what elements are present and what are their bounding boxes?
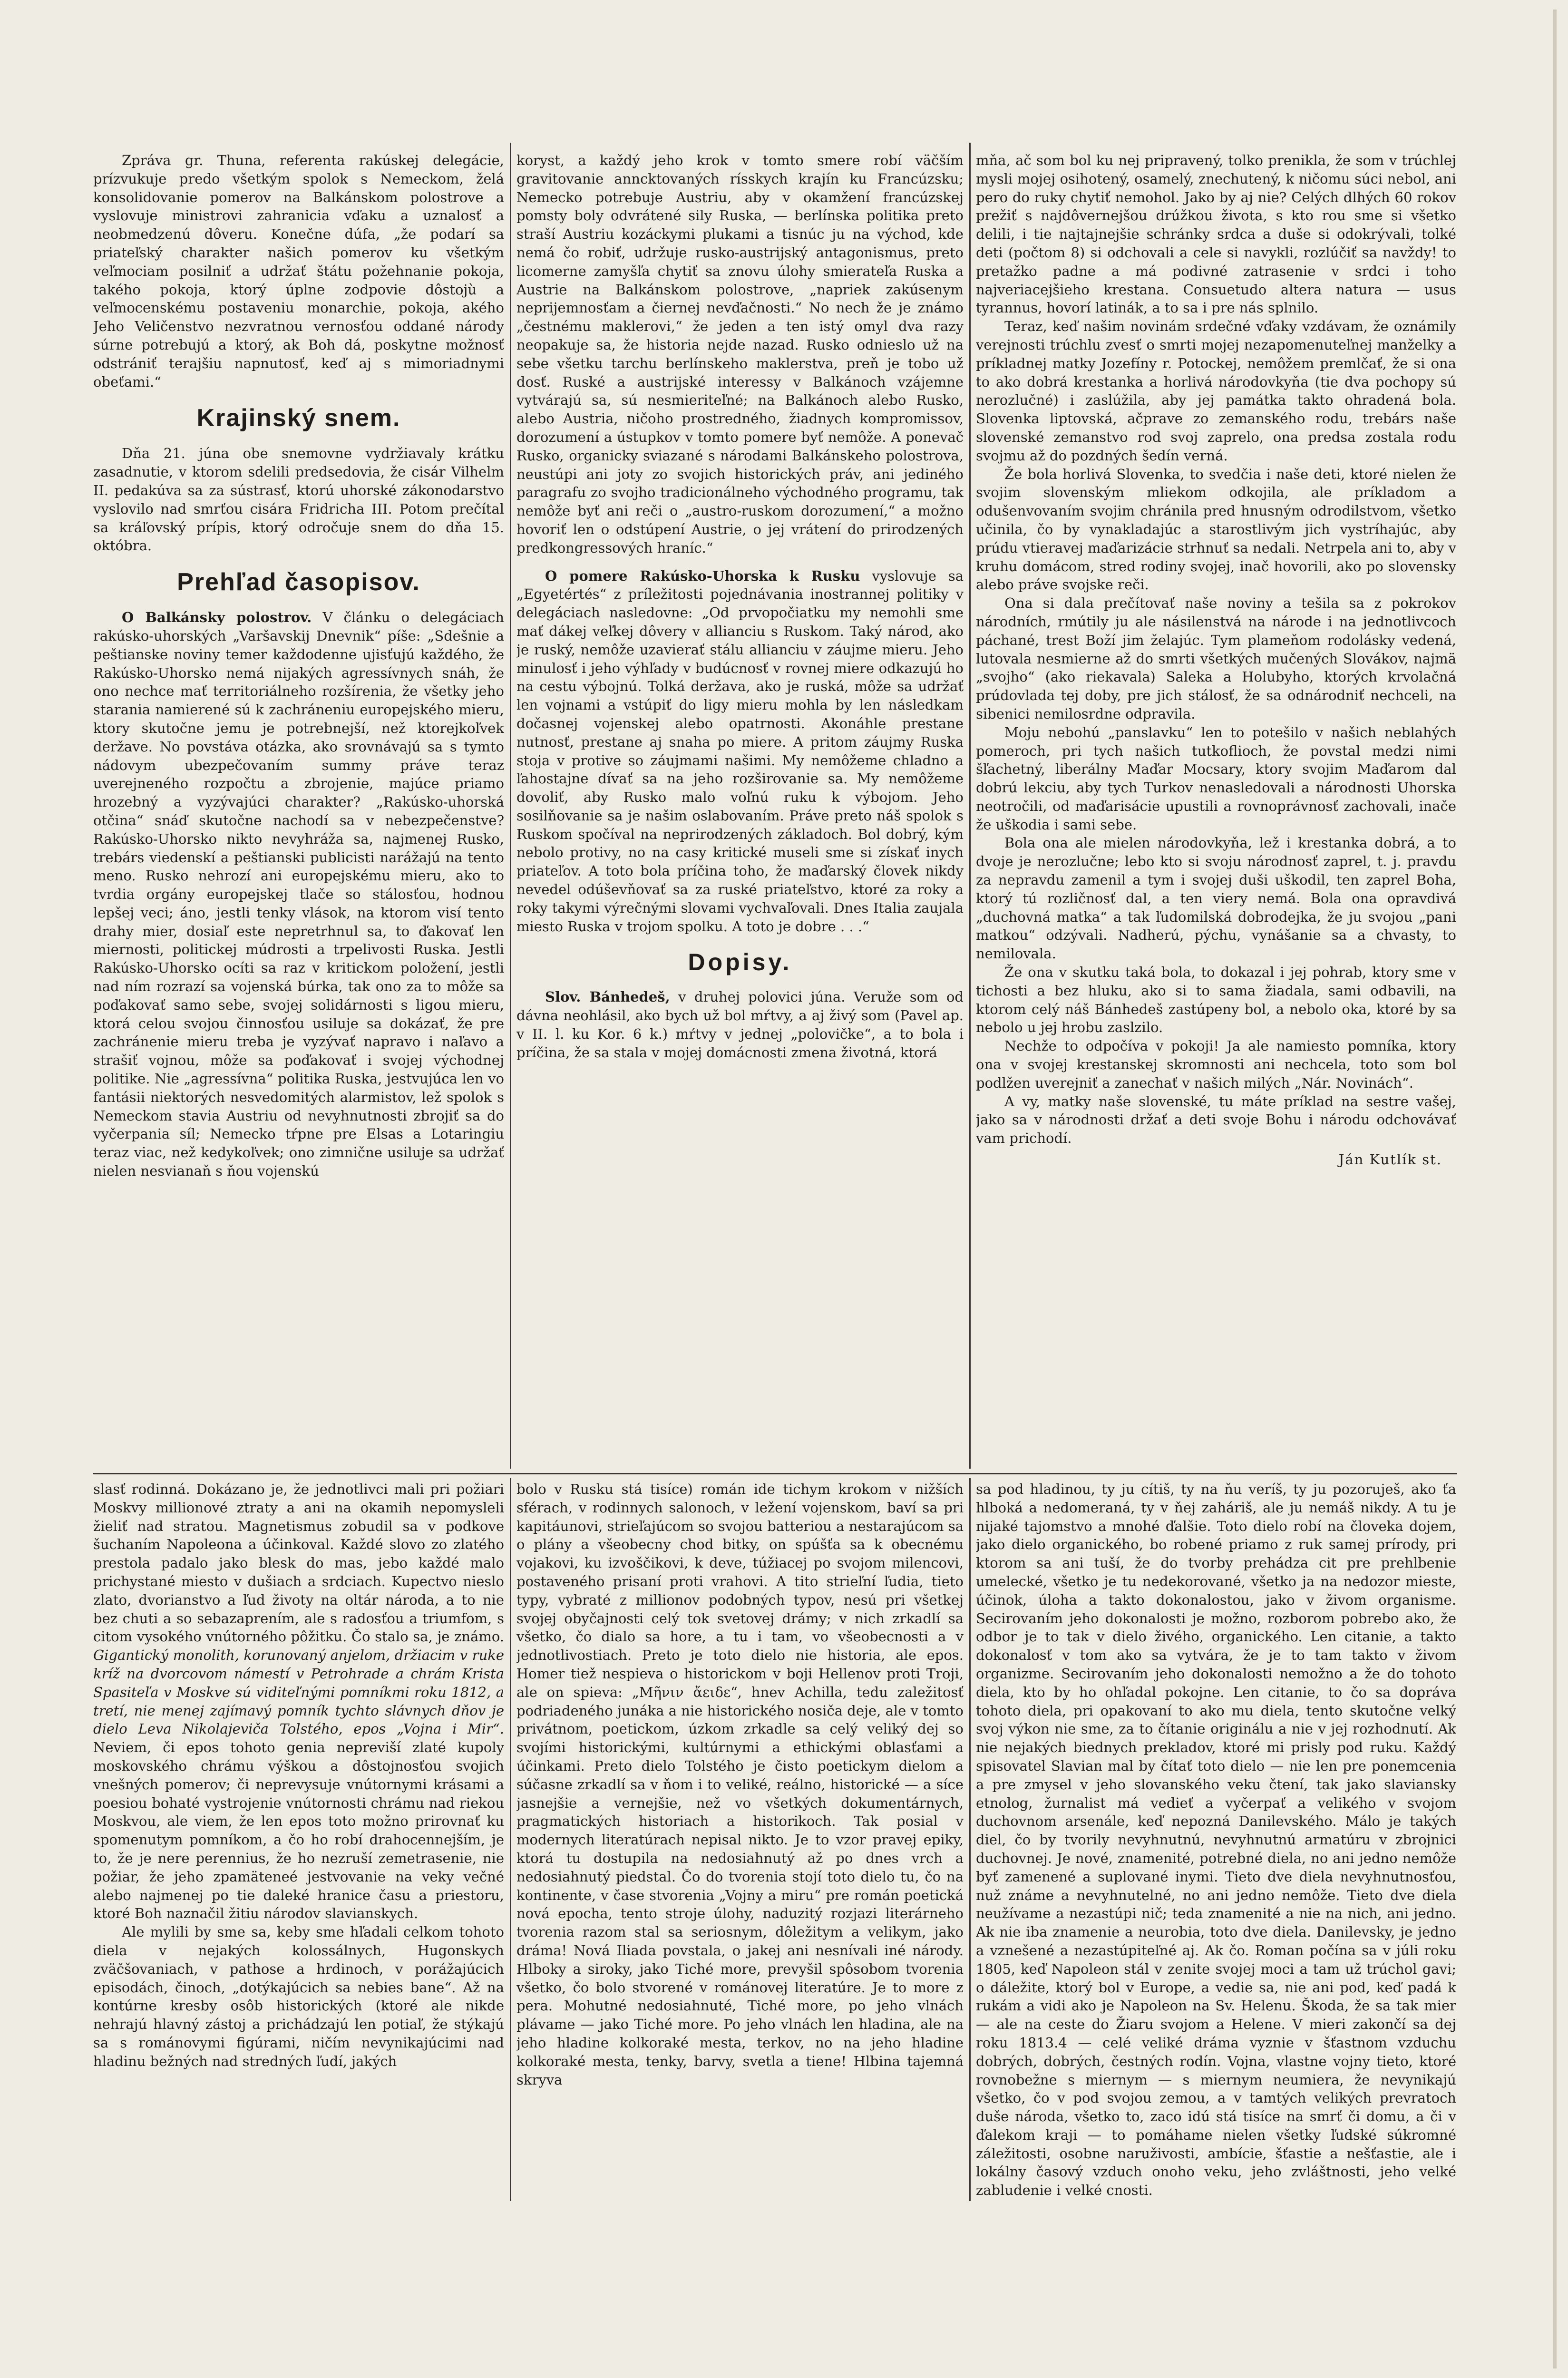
banhedes-continued-9: A vy, matky naše slovenské, tu máte príklad na sestre vašej, jako sa v národnosti držať a deti svoje Bohu i národu odchovávať vam prichodí. [976,1093,1456,1147]
banhedes-continued-3: Že bola horlivá Slovenka, to svedčia i naše deti, ktoré nielen že svojim slovenským mliekom odkojila, ale príkladom a odušenvovaním svojim chránila pred hnusným odrodilstvom, všetko učinila, čo by vynakladajúc a starostlivým jich vystríhajúc, aby prúdu vtieravej maďarizácie strhnuť sa nedali. Netrpela ani to, aby v kruhu domácom, stred rodiny svojej, inač hovorili, ako po slovensky alebo práve svojske reči. [976,466,1456,593]
column-rule-2 [969,143,971,1469]
feuilleton-end: sa pod hladinou, ty ju cítiš, ty na ňu veríš, ty ju pozoruješ, ako ťa hlboká a nedomeraná, ty v ňej zaháriš, ale ju nemáš nikdy. A tu je nijaké tajomstvo a mnohé ďalšie. Toto dielo robí na človeka dojem, jako dielo organického, bo robené priamo z ruk samej prírody, pri ktorom sa ani tuší, že do tvorby prehádza cit pre prehlbenie umelecké, všetko je tu nedekorované, všetko ja na nedozor mieste, účinok, úloha a takto dokonalostou, jako v živom organisme. Secirovaním jeho dokonalosti je možno, rozborom pobrebo ako, že odbor je to tak v dielo živého, organického. Len citanie, a takto dokonalosť v tom ako sa vytvára, že je to tam takto v živom organizme. Secirovaním jeho dokonalosti nemožno a že do tohoto diela, kto by ho ohľadal pokojne. Len citanie, to čo sa dopráva tohoto diela, pri opakovaní to ako mu diela, tento skutočne velký svoj výkon nie sme, za to čítanie originálu a nie v jej rozhodnutí. Ak nie nejakých biednych prekladov, ktoré mi prisly pod ruku. Každý spisovatel Slavian mal by čítať toto dielo — nie len pre ponemcenia a pre zmysel v jeho slovanského veku čtení, tak jako slaviansky etnolog, žurnalist má vedieť a vyčerpať a velikého v svojom duchovnom arsenále, keď nepozná Danilevského. Málo je takých diel, čo by tvorily nevyhnutnú, nevyhnutnú armatúru v zbrojnici duchovnej. Je nové, znamenité, potrebné diela, no ani jedno nemôže byť zamenené a suplované inymi. Tieto dve diela nevyhnutnosťou, nuž známe a nevyhnutelné, no ani jedno nemôže. Tieto dve diela neužívame a nezastúpi nič; teda znamenité a nie na nich, ani jedno. Ak nie iba znamenie a neurobia, toto dve diela. Danilevsky, je jedno a vznešené a nezastúpiteľné aj. Ak čo. Roman počína sa v júli roku 1805, keď Napoleon stál v zenite svojej moci a tam už trúchol gavi; o dáležite, ktorý bol v Europe, a vedie sa, nie ani pod, keď padá k rukám a vidi ako je Napoleon na Sv. Helenu. Škoda, že sa tak mier — ale na ceste do Žiaru svojom a Helene. V mieri zakončí sa dej roku 1813.4 — celé veliké dráma vyznie v šťastnom vzduchu dobrých, dobrých, čestných rodín. Vojna, vlastne vojny tieto, ktoré rovnobežne s miernym — s miernym neumiera, že nevynikajú všetko, čo v pod svojou zemou, a v tamtých velikých prevratoch duše národa, všetko to, zaco idú stá tisíce na smrť či domu, a či v ďalekom kraji — to pomáhame nielen všetky ľudské súkromné záležitosti, osobne naruživosti, ambície, šťastie a nešťastie, ale i lokálny časový vzduch onoho veku, jeho zvláštnosti, jeho velké zabludenie i velké cnosti. [976,1481,1456,2199]
article-banhedes-text: v druhej polovici júna. Veruže som od dávna neohlásil, ako bych už bol mŕtvy, a aj živý som (Pavel ap. v II. l. ku Kor. 6 k.) mŕtvy v jednej „polovičke“, a to bola i príčina, že sa stala v mojej domácnosti zmena životná, ktorá [516,989,964,1061]
article-delegacie-text: Zpráva gr. Thuna, referenta rakúskej delegácie, prízvukuje predo všetkým spolok s Nemeckom, želá konsolidovanie pomerov na Balkánskom polostrove a vyslovuje ministrovi zahranicia vďaku a uznalosť a neobmedzenú dôveru. Konečne dúfa, „že podarí sa priateľský charakter našich pomerov ku všetkým veľmociam posilniť a udržať štátu požehnanie pokoja, takého pokoja, ktorý úplne zodpovie dôstojù a veľmocenskému postaveniu monarchie, pokoja, akého Jeho Veličenstvo nezvratnou vernosťou oddané národy súrne potrebujú a ktorý, ak Boh dá, poskytne možnosť odstrániť terajšiu napnutosť, keď aj s mimoriadnymi obeťami.“ [93,152,504,390]
heading-krajinsky-snem: Krajinský snem. [196,404,401,432]
article-pomer-text: vyslovuje sa „Egyetértés“ z príležitosti pojednávania inostrannej politiky v delegáciach nasledovne: „Od prvopočiatku my nemohli sme mať dákej veľkej dôvery v allianciu s Ruskom. Taký národ, ako je ruský, nemôže uzavierať stálu allianciu v záujme mieru. Jeho minulosť i jeho výhľady v budúcnosť v rovnej miere odkazujú ho na cestu výbojnú. Tolká deržava, ako je ruská, môže sa udržať len vojnami a vstúpiť do ligy mieru mohla by len následkam dočasnej vojenskej alebo opatrnosti. Akonáhle prestane nutnosť, prestane aj snaha po miere. A pritom záujmy Ruska stoja v protive so záujmami našimi. My nemôžeme chladno a ľahostajne dívať sa na jeho rozširovanie sa. My nemôžeme dovoliť, aby Rusko malo voľnú ruku k výbojom. Jeho sosilňovanie sa je našim oslabovaním. Práve preto náš spolok s Ruskom spočíval na neprirodzených základoch. Bol dobrý, kým nebolo protivy, no na casy kritické museli sme si získať inych priateľov. A toto bola príčina toho, že maďarský človek nikdy nevedel odúševňovať sa za ruské priateľstvo, ktoré za roky a roky takymi výrečnými slovami vychvaľovali. Dnes Italia zaujala miesto Ruska v trojom spolku. A toto je dobre . . .“ [516,567,964,935]
article-banhedes-lead: Slov. Bánhedeš, [545,989,670,1005]
article-balkan [93,608,504,1180]
column-bottom-2 [516,1480,964,2201]
column-top-3 [976,151,1456,1471]
heading-dopisy: Dopisy. [688,949,792,976]
column-top-1 [93,151,504,1471]
article-balkan-text: V článku o delegáciach rakúsko-uhorských „Varšavskij Dnevnik“ píše: „Sdešnie a peštianske noviny temer každodenne ujisťujú každého, že Rakúsko-Uhorsko nemá nijakých agressívnych snáh, že ono nechce mať territoriálneho rozšírenia, že všetky jeho starania namierené sú k zachráneniu europejského mieru, ktory skutočne jemu je potrebnejší, než ktorejkoľvek deržave. No povstáva otázka, ako srovnávajú sa s tymto nádovym ubezpečovaním summy práve teraz uverejneného rozpočtu a zbrojenie, majúce priamo hrozebný a vyzývajúci charakter? „Rakúsko-uhorská otčina“ snáď skutočne nachodí sa v nebezpečenstve? Rakúsko-Uhorsko nikto nevyhráža sa, najmenej Rusko, trebárs viedenskí a peštianski publicisti narážajú na tento meno. Rusko nehrozí ani europejskému mieru, ako to tvrdia orgány europejskej tlače so stálosťou, hodnou lepšej veci; áno, jestli tenky vlások, na ktorom visí tento drahy mier, dosiaľ este nepretrhnul sa, to ďakovať len miernosti, politickej múdrosti a trpelivosti Ruska. Jestli Rakúsko-Uhorsko ocíti sa raz v kritickom položení, jestli nad ním rozrazí sa vojenská búrka, tak ono za to môže sa poďakovať samo sebe, svojej solidárnosti s ligou mieru, ktorá celou svojou činnosťou usiluje sa dokázať, že pre zachránenie mieru treba je vyzývať napravo i naľavo a strašiť vojnou, môže sa poďakovať i svojej východnej politike. Nie „agressívna“ politika Ruska, jestvujúca len vo fantásii niektorých nesvedomitých alarmistov, lež spolok s Nemeckom stavia Austriu od nevyhnutnosti zbrojiť sa do vyčerpania síl; Nemecko tŕpne pre Elsas a Lotaringiu teraz viac, než kedykoľvek; ono zimnične usiluje sa udržať nielen nesvianaň s ňou vojenskú [93,609,504,1179]
column-rule-1 [510,143,511,1469]
feuilleton-text-1: slasť rodinná. Dokázano je, že jednotlivci mali pri požiari Moskvy millionové ztraty a ani na okamih nepomysleli žieliť nad stratou. Magnetismus zobudil sa v podkove šuchaním Napoleona a účinkoval. Každé slovo zo zlatého prestola padalo jako blesk do mas, jebo každé malo prichystané miesto v dušiach a srdciach. Kupectvo nieslo zlato, dvorianstvo a ľud životy na oltár národa, a to nie bez chuti a so sebazaprením, ale s radosťou a triumfom, s citom vysokého vnútorného pôžitku. Čo stalo sa, je známo. [93,1481,504,1645]
article-pomer-lead: O pomere Rakúsko-Uhorska k Rusku [545,567,860,584]
column-bottom-1 [93,1480,504,2201]
feuilleton-italic: Gigantický monolith, korunovaný anjelom, držiacim v ruke kríž na dvorcovom námestí v Petrohrade a chrám Krista Spasiteľa v Moskve sú viditeľnými pomníkmi roku 1812, a tretí, nie menej zajímavý pomník tychto slávnych dňov je dielo Leva Nikolajeviča Tolstého, epos „Vojna i Mir“. [93,1647,504,1737]
banhedes-continued-5: Moju nebohú „panslavku“ len to potešilo v našich neblahých pomeroch, pri tych našich tutkoflioch, že povstal medzi nimi šľachetný, liberálny Maďar Mocsary, ktory svojim Maďarom dal dobrú lekciu, aby tych Turkov nenasledovali a národnosti Uhorska neotročili, od maďarisácie upustili a rovnoprávnosť zachovali, inače že uškodia i sami sebe. [976,724,1456,833]
article-banhedes [516,988,964,1062]
banhedes-continued-6: Bola ona ale mielen národovkyňa, lež i krestanka dobrá, a to dvoje je nerozlučne; lebo kto si svoju národnosť zaprel, t. j. pravdu za nepravdu zamenil a tym i svojej duši uškodil, ten zaprel Boha, ktorý tú rozličnosť dal, a ten viery nemá. Bola ona opravdivá „duchovná matka“ a tak ľudomilská dobrodejka, že ju svojou „pani matkou“ odzývali. Nadherú, pýchu, vynášanie sa a chvasty, to nemilovala. [976,835,1456,962]
column-bottom-3 [976,1480,1456,2201]
feuilleton-text-3: Ale mylili by sme sa, keby sme hľadali celkom tohoto diela v nejakých kolossálnych, Hugonskych zväčšovaniach, v pathose a hrdinoch, v porážajúcich episodách, činoch, „dotýkajúcich sa nebies bane“. Až na kontúrne kresby osôb historických (ktoré ale nikde nehrajú hlavný zástoj a prichádzajú len potiaľ, že stýkajú sa s románovymi figúrami, ničím nevynikajúcimi nad hladinu bežných nad stredných ľudí, jakých [93,1924,504,2069]
feuilleton-text-2: Neviem, či epos tohoto genia nepreviší zlaté kupoly moskovského chrámu výškou a dôstojnosťou svojich vnešných pomerov; či neprevysuje vnútornymi krásami a poesiou bohaté vystrojenie vnútornosti chrámu nad riekou Moskvou, ale viem, že len epos toto možno prirovnať ku spomenutym pomníkom, a čo ho robí drahocennejším, je to, že je nere perennius, že ho nezruší zemetrasenie, nie požiar, že jeho zpamäteneé jestvovanie na veky večné alebo najmenej po tie daleké hranice času a priestoru, ktoré Boh naznačil žitiu národov slavianskych. [93,1739,504,1922]
banhedes-continued-4: Ona si dala prečítovať naše noviny a tešila sa z pokrokov národních, rmútily ju ale násilenstvá na národe i na jednotlivcoch páchané, trest Boží jim želajúc. Tym plameňom rodolásky vedená, lutovala nesmierne až do smrti všetkých mučených Slovákov, najmä „svojho“ (ako riekavala) Saleka a Holubyho, ktorých krvolačná prúdovlada tej doby, pre jich stálosť, že sa odnárodniť nechceli, na sibenici nemilosrdne odpravila. [976,595,1456,722]
column-rule-3 [510,1478,511,2201]
column-rule-4 [969,1478,971,2201]
banhedes-continued-2: Teraz, keď našim novinám srdečné vďaky vzdávam, že oznámily verejnosti trúchlu zvesť o smrti mojej nezapomenuteľnej manželky a príkladnej matky Jozefíny r. Potockej, nemôžem premlčať, že si ona to ako dobrá krestanka a horlivá národovkyňa (tie dva pochopy sú nerozlučné) i zaslúžila, aby jej památka takto ohradená bola. Slovenka liptovská, ačprave zo zemanského rodu, trebárs naše slovenské zemanstvo rod svoj zaprelo, ona predsa zostala rodu svojmu až do pozdných šedín verná. [976,318,1456,464]
article-balkan-lead: O Balkánsky polostrov. [122,609,312,626]
horizontal-rule [93,1473,1457,1474]
page-edge [1553,10,1557,2368]
article-balkan-continued: koryst, a každý jeho krok v tomto smere robí väčším gravitovanie anncktovaných rísskych krajín ku Francúzsku; Nemecko potrebuje Austriu, aby v okamžení francúzskej pomsty boly odvrátené sily Ruska, — berlínska politika preto straší Austriu kozáckymi plukami a tisnúc ju na východ, kde nemá čo robiť, udržuje rusko-austrijský antagonismus, preto licomerne zamyšľa chytiť sa znovu úlohy smierateľa Ruska a Austrie na Balkánskom polostrove, „napriek zakúsenym neprijemnosťam a čiernej nevďačnosti.“ No nech že je známo „čestnému maklerovi,“ že jeden a ten istý omyl dva razy neopakuje sa, že historia nejde nazad. Rusko odnieslo už na sebe všetku tarchu berlínskeho maklerstva, preň je tobo už dosť. Ruské a austrijské interessy v Balkánoch vzájemne vytvárajú sa, sú nesmieriteľné; na Balkánoch alebo Rusko, alebo Austria, ničoho prostredného, žiadnych kompromissov, dorozumení a ústupkov v tomto pomere byť nemôže. A ponevač Rusko, organicky sviazané s národami Balkánskeho polostrova, neustúpi ani joty zo svojich historických práv, ani jediného paragrafu zo svojho tradicionálneho východného programu, tak nemôže byť ani reči o „austro-ruskom dorozumení,“ a možno hovoriť len o odstúpení Austrie, o jej vrátení do prirodzených predkongressových hraníc.“ [516,152,964,556]
heading-prehlad-casopisov: Prehľad časopisov. [177,568,420,596]
banhedes-continued-1: mňa, ač som bol ku nej pripravený, tolko prenikla, že som v trúchlej mysli mojej osihotený, osamelý, znechutený, k ničomu súci nebol, ani pero do ruky chytiť nemohol. Jako by aj nie? Celých dlhých 60 rokov prežiť s najdôvernejšou drúžkou života, s kto rou sme si všetko delili, i tie najtajnejšie schránky srdca a duše si odokrývali, tolké deti (počtom 8) si odchovali a cele si navykli, rozlúčiť sa navždy! to pretažko padne a má podivné zatrasenie v srdci i toho najveriacejšieho krestana. Consuetudo altera natura — usus tyrannus, hovorí latinák, a to sa i pre nás splnilo. [976,152,1456,316]
article-snem-text: Dňa 21. júna obe snemovne vydržiavaly krátku zasadnutie, v ktorom sdelili predsedovia, že cisár Vilhelm II. pedakúva sa za sústrasť, ktorú uhorské zákonodarstvo vyslovilo nad smrťou cisára Fridricha III. Potom prečítal sa kráľovský prípis, ktorý odročuje snem do dňa 15. októbra. [93,445,504,554]
banhedes-continued-7: Že ona v skutku taká bola, to dokazal i jej pohrab, ktory sme v tichosti a bez hluku, ako si to sama žiadala, sami odbavili, na ktorom celý náš Bánhedeš zastúpeny bol, a nebolo oka, ktoré by sa nebolo u jej hrobu zaslzilo. [976,964,1456,1036]
column-top-2 [516,151,964,1471]
banhedes-continued-8: Nechže to odpočíva v pokoji! Ja ale namiesto pomníka, ktory ona v svojej krestanskej skromnosti ani nechcela, toto som bol podlžen uverejniť a zanechať v našich milých „Nár. Novinách“. [976,1038,1456,1091]
feuilleton-continued: bolo v Rusku stá tisíce) román ide tichym krokom v nižších sférach, v rodinnych salonoch, v ležení vojenskom, baví sa pri kapitáunovi, strieľajúcom so svojou batteriou a nestarajúcom sa o plány a všeobecny chod bitky, on spúšťa sa k obecnému vojakovi, ku izvoščikovi, k deve, túžiacej po svojom milencovi, postaveného prisaní proti vrahovi. A tito strieľní ľudia, tieto typy, vybraté z millionov podobných typov, nesú pri všetkej svojej obyčajnosti celý tok svetovej drámy; v nich zrkadlí sa všetko, čo dialo sa hore, a tu i tam, vo všeobecnosti a v jednotlivostiach. Preto je toto dielo nie historia, ale epos. Homer tiež nespieva o historickom v boji Hellenov proti Troji, ale on spieva: „Μῆνιν ἄειδε“, hnev Achilla, tedu zaležitosť podriadeného junáka a nie historického nosiča deje, ale v tomto privátnom, poetickom, úzkom zrkadle sa celý veliký dej so svojími historickými, kultúrnymi a ethickými oblasťami a účinkami. Preto dielo Tolstého je čisto poetickym dielom a súčasne zrkadlí sa v ňom i to veliké, reálno, historické — a síce jasnejšie a vernejšie, než vo všetkých dokumentárnych, pragmatických historiach a historikoch. Tak posial v modernych literatúrach nepisal nikto. Je to vzor pravej epiky, ktorá tu dostupila na nedosiahnutý až po dnes vrch a nedosiahnutý piedstal. Čo do tvorenia stojí toto dielo tu, čo na kontinente, v čase stvorenia „Vojny a miru“ pre román poetická nová epocha, tento stroje úlohy, naduzitý rozjazi literárneho tvorenia razom stal sa seriosnym, dôležitym a velikym, jako dráma! Nová Iliada povstala, o jakej ani nesnívali iné národy. Hlboky a siroky, jako Tiché more, prevyšil spôsobom tvorenia všetko, čo bolo stvorené v románovej literatúre. Je to more z pera. Mohutné nedosiahnuté, Tiché more, po jeho vlnách plávame — jako Tiché more. Po jeho vlnách len hladina, ale na jeho hladine kolkoraké mesta, terkov, no na jeho hladine kolkoraké mesta, tenky, barvy, svetla a tiene! Hlbina tajemná skryva [516,1481,964,2088]
article-pomer [516,567,964,936]
signature: Ján Kutlík st. [1338,1151,1442,1168]
